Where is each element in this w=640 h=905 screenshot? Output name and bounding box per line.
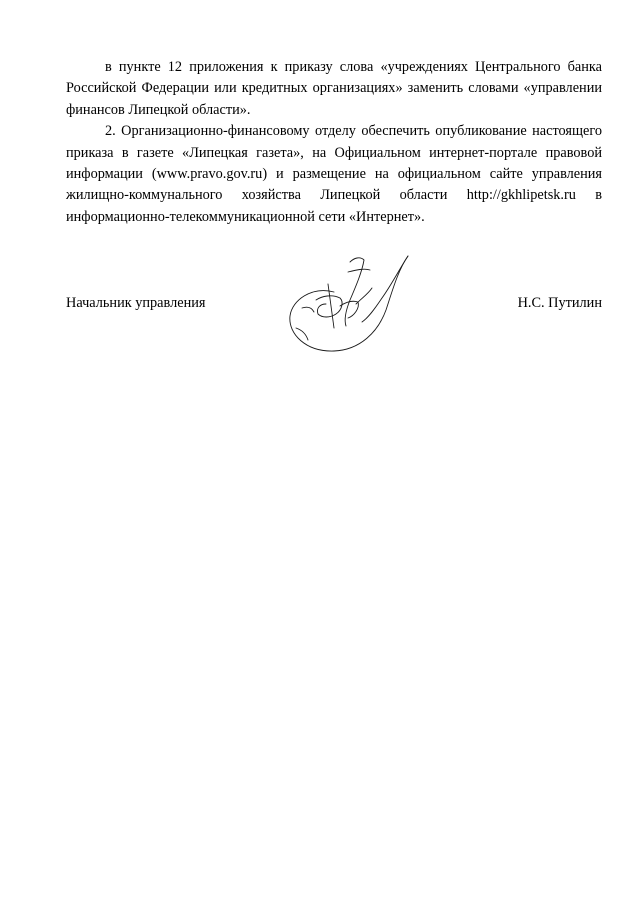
- handwritten-signature: [282, 248, 422, 358]
- signer-name: Н.С. Путилин: [517, 295, 602, 311]
- paragraph-amendment: в пункте 12 приложения к приказу слова «учреждениях Центрального банка Российской Федерации или кредитных организациях» заменить словами «управлении финансов Липецкой области».: [66, 59, 602, 118]
- paragraph-publication-order: 2. Организационно-финансовому отделу обеспечить опубликование настоящего приказа в газете «Липецкая газета», на Официальном интернет-портале правовой информации (www.pravo.gov.ru) и размещение на официальном сайте управления жилищно-коммунального хозяйства Липецкой области http://gkhlipetsk.ru в информационно-телекоммуникационной сети «Интернет».: [66, 123, 602, 225]
- document-body: [66, 57, 602, 228]
- signer-position-title: Начальник управления: [66, 295, 206, 311]
